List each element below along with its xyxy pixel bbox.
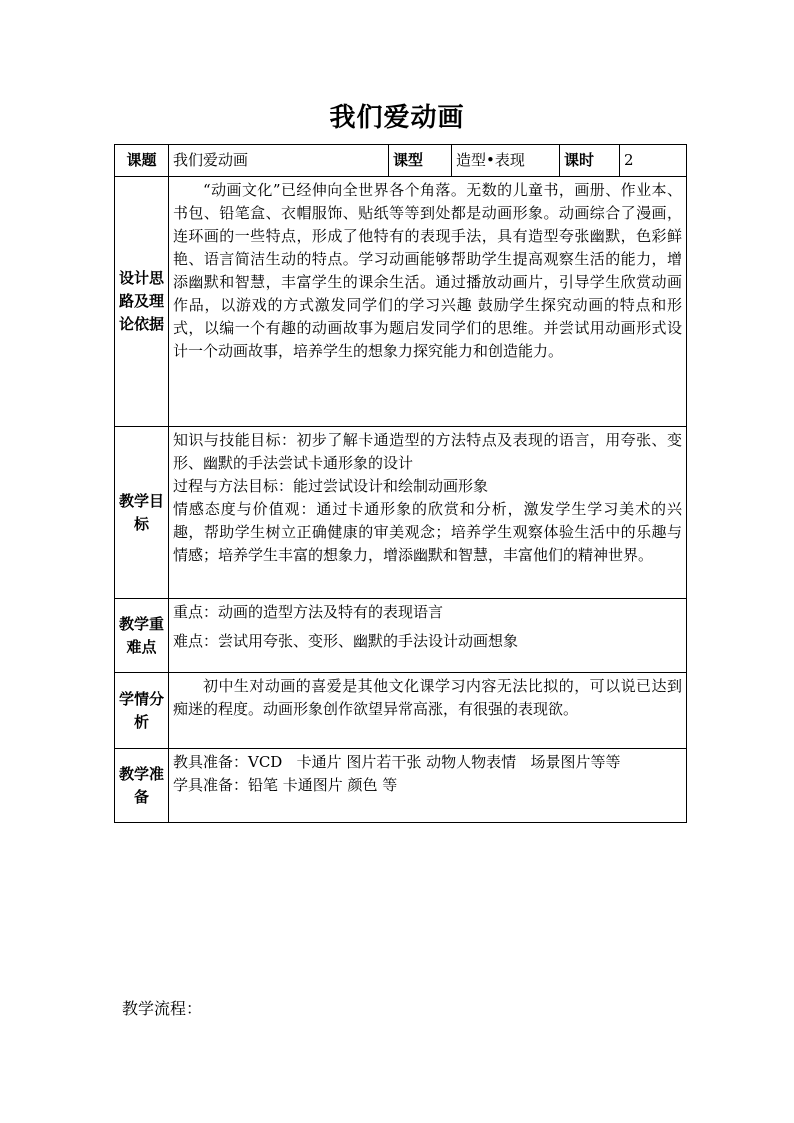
design-row: [115, 177, 687, 427]
topic-value: 我们爱动画: [169, 145, 389, 177]
prep-row: [115, 749, 687, 823]
design-text: “动画文化”已经伸向全世界各个角落。无数的儿童书，画册、作业本、书包、铅笔盒、衣帽服饰、贴纸等等到处都是动画形象。动画综合了漫画，连环画的一些特点，形成了他特有的表现手法，具有造型夸张幽默，色彩鲜艳、语言简洁生动的特点。学习动画能够帮助学生提高观察生活的能力，增添幽默和智慧，丰富学生的课余生活。通过播放动画片，引导学生欣赏动画作品，以游戏的方式激发同学们的学习兴趣 鼓励学生探究动画的特点和形式，以编一个有趣的动画故事为题启发同学们的思维。并尝试用动画形式设计一个动画故事，培养学生的想象力探究能力和创造能力。: [169, 177, 687, 427]
hours-value: 2: [620, 145, 687, 177]
key-focus: 重点：动画的造型方法及特有的表现语言: [173, 603, 444, 621]
goal-process: 过程与方法目标：能过尝试设计和绘制动画形象: [173, 477, 489, 495]
keypoints-row: [115, 599, 687, 673]
hours-label: 课时: [560, 145, 620, 177]
key-difficulty: 难点：尝试用夸张、变形、幽默的手法设计动画想象: [173, 632, 519, 650]
prep-cell: [169, 749, 687, 823]
design-label: 设计思路及理论依据: [115, 177, 169, 427]
analysis-text: 初中生对动画的喜爱是其他文化课学习内容无法比拟的，可以说已达到痴迷的程度。动画形象创作欲望异常高涨，有很强的表现欲。: [169, 673, 687, 749]
goals-cell: [169, 427, 687, 599]
analysis-row: [115, 673, 687, 749]
teaching-process-heading: 教学流程：: [122, 999, 203, 1018]
topic-row: [115, 145, 687, 177]
goals-label: 教学目标: [115, 427, 169, 599]
keypoints-cell: [169, 599, 687, 673]
type-label: 课型: [389, 145, 452, 177]
topic-label: 课题: [115, 145, 169, 177]
prep-label: 教学准备: [115, 749, 169, 823]
lesson-plan-table: [114, 144, 687, 823]
goals-row: [115, 427, 687, 599]
goal-knowledge: 知识与技能目标：初步了解卡通造型的方法特点及表现的语言，用夸张、变形、幽默的手法尝试卡通形象的设计: [173, 431, 682, 472]
goal-emotion: 情感态度与价值观：通过卡通形象的欣赏和分析，激发学生学习美术的兴趣，帮助学生树立正确健康的审美观念；培养学生观察体验生活中的乐趣与情感；培养学生丰富的想象力，增添幽默和智慧，丰富他们的精神世界。: [173, 500, 682, 564]
prep-student: 学具准备：铅笔 卡通图片 颜色 等: [173, 776, 398, 794]
analysis-label: 学情分析: [115, 673, 169, 749]
prep-teacher: 教具准备：VCD 卡通片 图片若干张 动物人物表情 场景图片等等: [173, 753, 621, 771]
type-value: 造型•表现: [452, 145, 560, 177]
document-title: 我们爱动画: [329, 103, 465, 133]
keypoints-label: 教学重难点: [115, 599, 169, 673]
